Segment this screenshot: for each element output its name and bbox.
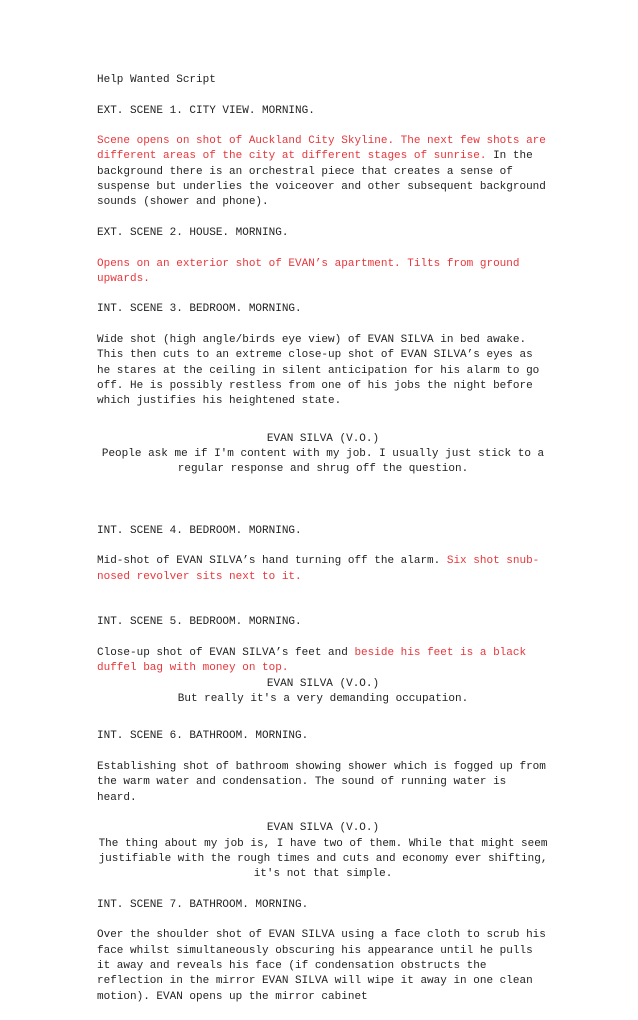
- scene-5-heading: INT. SCENE 5. BEDROOM. MORNING.: [97, 616, 302, 629]
- scene-3-heading: INT. SCENE 3. BEDROOM. MORNING.: [97, 303, 302, 316]
- scene-6-speaker: EVAN SILVA (V.O.): [266, 822, 380, 835]
- scene-3-action: Wide shot (high angle/birds eye view) of EVAN SILVA in bed awake. This then cuts to an extreme close-up shot of EVAN SILVA’s eyes as he stares at the ceiling in silent anticipation for his alarm to go off. He is possibly restless from one of his jobs the night before which justifies his heightened state.: [97, 334, 540, 408]
- scene-4-heading: INT. SCENE 4. BEDROOM. MORNING.: [97, 524, 302, 537]
- script-title: Help Wanted Script: [97, 74, 216, 86]
- scene-5-speaker: EVAN SILVA (V.O.): [266, 677, 380, 690]
- scene-1-action: [97, 134, 549, 210]
- scene-3-speaker: EVAN SILVA (V.O.): [266, 432, 380, 445]
- scene-7-action: Over the shoulder shot of EVAN SILVA using a face cloth to scrub his face whilst simultaneously obscuring his appearance until he pulls it away and reveals his face (if condensation obstructs the reflection in the mirror EVAN SILVA will wipe it away in one clean motion). EVAN opens up the mirror cabinet: [97, 929, 546, 1003]
- scene-2-heading: EXT. SCENE 2. HOUSE. MORNING.: [97, 226, 289, 239]
- scene-6-action: Establishing shot of bathroom showing shower which is fogged up from the warm water and condensation. The sound of running water is heard.: [97, 761, 546, 804]
- scene-5-action: [97, 646, 549, 677]
- scene-6-dialogue: The thing about my job is, I have two of them. While that might seem justifiable with the rough times and cuts and economy ever shifting, it's not that simple.: [98, 837, 548, 881]
- scene-4-red-text: Six shot snub-nosed revolver sits next to it.: [97, 555, 540, 583]
- scene-1-heading: EXT. SCENE 1. CITY VIEW. MORNING.: [97, 104, 315, 117]
- scene-5-black-text: Close-up shot of EVAN SILVA’s feet and: [97, 646, 355, 659]
- script-content: [97, 73, 549, 1020]
- scene-3-dialogue: People ask me if I'm content with my job. I usually just stick to a regular response and shrug off the question.: [101, 448, 545, 476]
- scene-5-red-text: beside his feet is a black duffel bag with money on top.: [97, 646, 527, 675]
- scene-1-black-text: In the background there is an orchestral piece that creates a sense of suspense but underlies the voiceover and other subsequent background sounds (shower and phone).: [97, 150, 546, 209]
- scene-6-heading: INT. SCENE 6. BATHROOM. MORNING.: [97, 730, 309, 743]
- scene-4-action: [97, 554, 549, 585]
- scene-4-black-text: Mid-shot of EVAN SILVA’s hand turning off the alarm.: [97, 555, 447, 568]
- scene-1-red-text: Scene opens on shot of Auckland City Skyline. The next few shots are different areas of the city at different stages of sunrise.: [97, 135, 546, 163]
- scene-7-heading: INT. SCENE 7. BATHROOM. MORNING.: [97, 898, 309, 911]
- scene-5-dialogue: But really it's a very demanding occupation.: [177, 692, 469, 705]
- scene-2-action: Opens on an exterior shot of EVAN’s apartment. Tilts from ground upwards.: [97, 257, 520, 285]
